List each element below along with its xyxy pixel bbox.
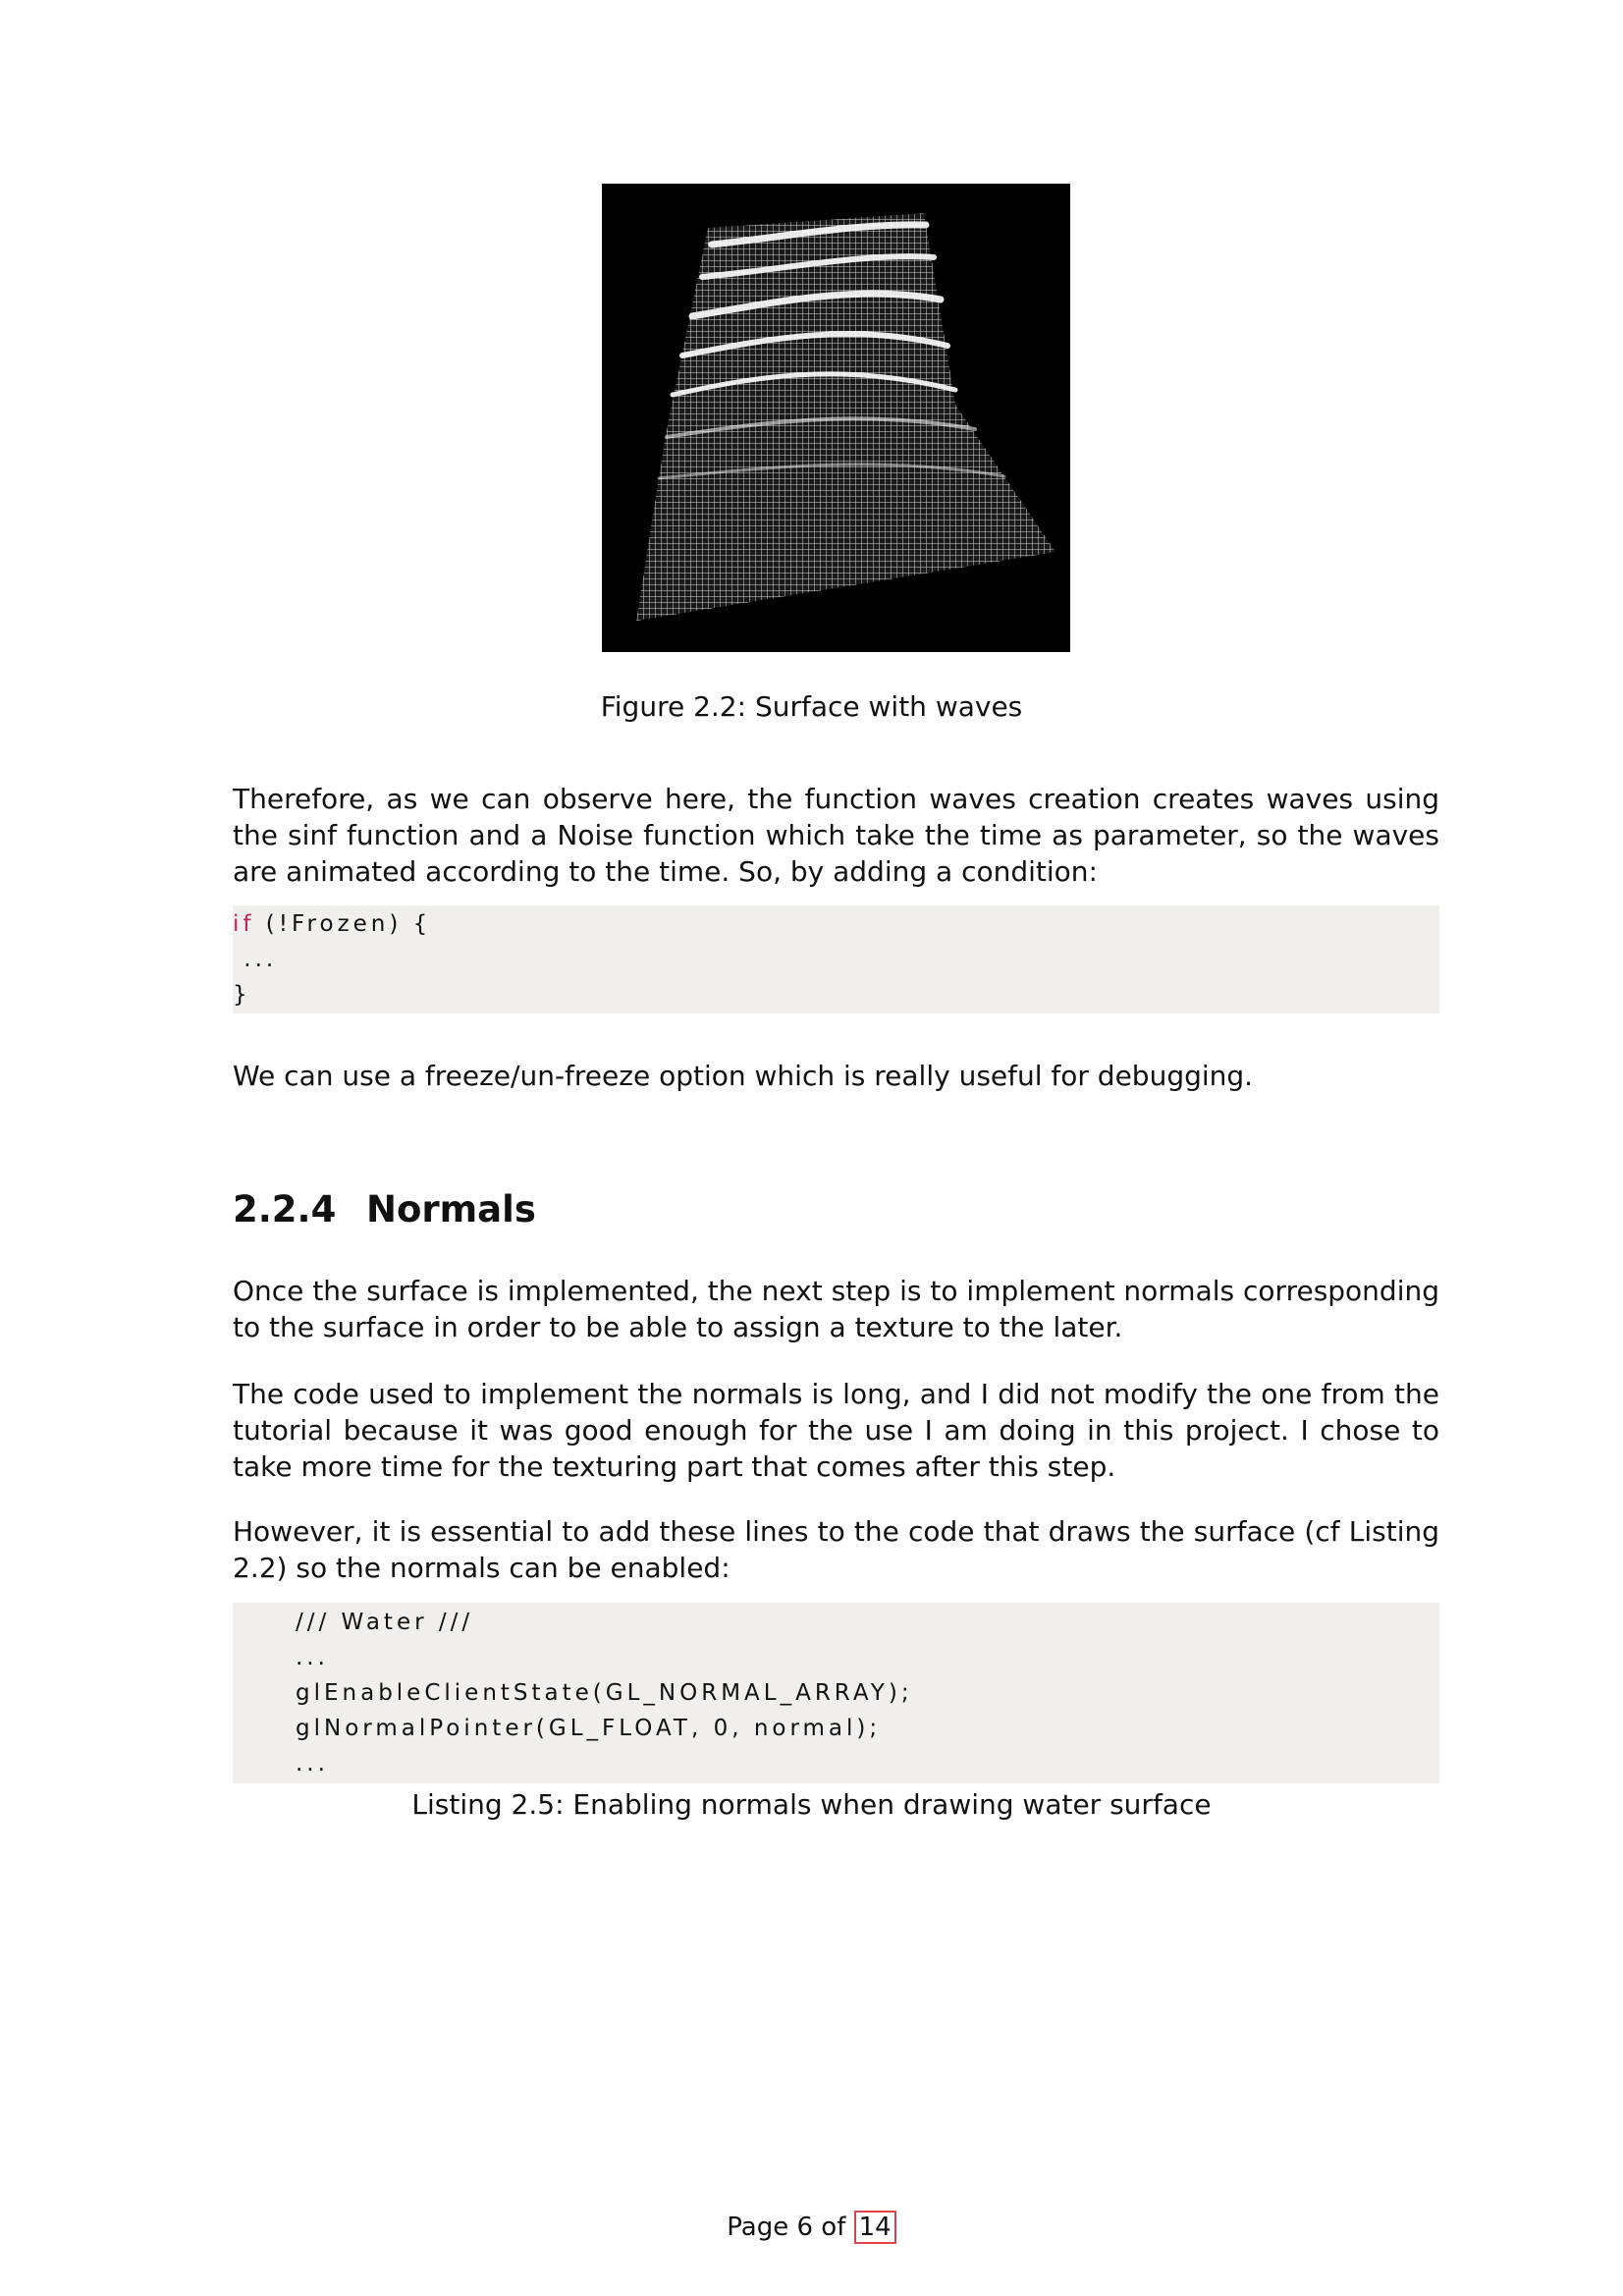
page-footer <box>0 2211 1623 2244</box>
code-line: ... <box>233 947 278 972</box>
listing-caption: Listing 2.5: Enabling normals when drawing water surface <box>411 1788 1212 1821</box>
wave-surface-figure <box>602 184 1070 652</box>
section-number: 2.2.4 <box>233 1188 337 1230</box>
page-number-label: Page 6 of <box>727 2213 846 2242</box>
total-pages-link[interactable]: 14 <box>854 2211 896 2244</box>
paragraph-enable-normals: However, it is essential to add these lines to the code that draws the surface (cf Listing 2.2) so the normals can be enabled: <box>233 1515 1439 1584</box>
section-title: Normals <box>366 1188 536 1230</box>
code-listing-normals <box>233 1603 1439 1783</box>
paragraph-normals-intro: Once the surface is implemented, the next step is to implement normals corresponding to the surface in order to be able to assign a texture to the later. <box>233 1275 1439 1343</box>
wireframe-wave-surface-icon <box>602 184 1070 652</box>
code-listing-frozen <box>233 905 1439 1013</box>
code-line: glNormalPointer(GL_FLOAT, 0, normal); <box>296 1716 882 1741</box>
code-line: } <box>233 982 251 1008</box>
code-line: ... <box>296 1751 329 1777</box>
paragraph-waves-creation: Therefore, as we can observe here, the function waves creation creates waves using the sinf function and a Noise function which take the time as parameter, so the waves are animated according to the time. So, by adding a condition: <box>233 783 1439 888</box>
code-keyword: if <box>233 911 255 937</box>
code-line: /// Water /// <box>296 1610 474 1635</box>
section-heading <box>233 1186 536 1233</box>
paragraph-freeze-option: We can use a freeze/un-freeze option which is really useful for debugging. <box>233 1060 1254 1092</box>
code-line <box>233 906 1439 942</box>
paragraph-normals-code: The code used to implement the normals is long, and I did not modify the one from the tutorial because it was good enough for the use I am doing in this project. I chose to take more time for the texturing part that comes after this step. <box>233 1378 1439 1483</box>
figure-caption: Figure 2.2: Surface with waves <box>600 690 1023 723</box>
code-line: ... <box>296 1645 329 1670</box>
code-line: glEnableClientState(GL_NORMAL_ARRAY); <box>296 1680 913 1706</box>
code-text: (!Frozen) { <box>254 911 432 937</box>
